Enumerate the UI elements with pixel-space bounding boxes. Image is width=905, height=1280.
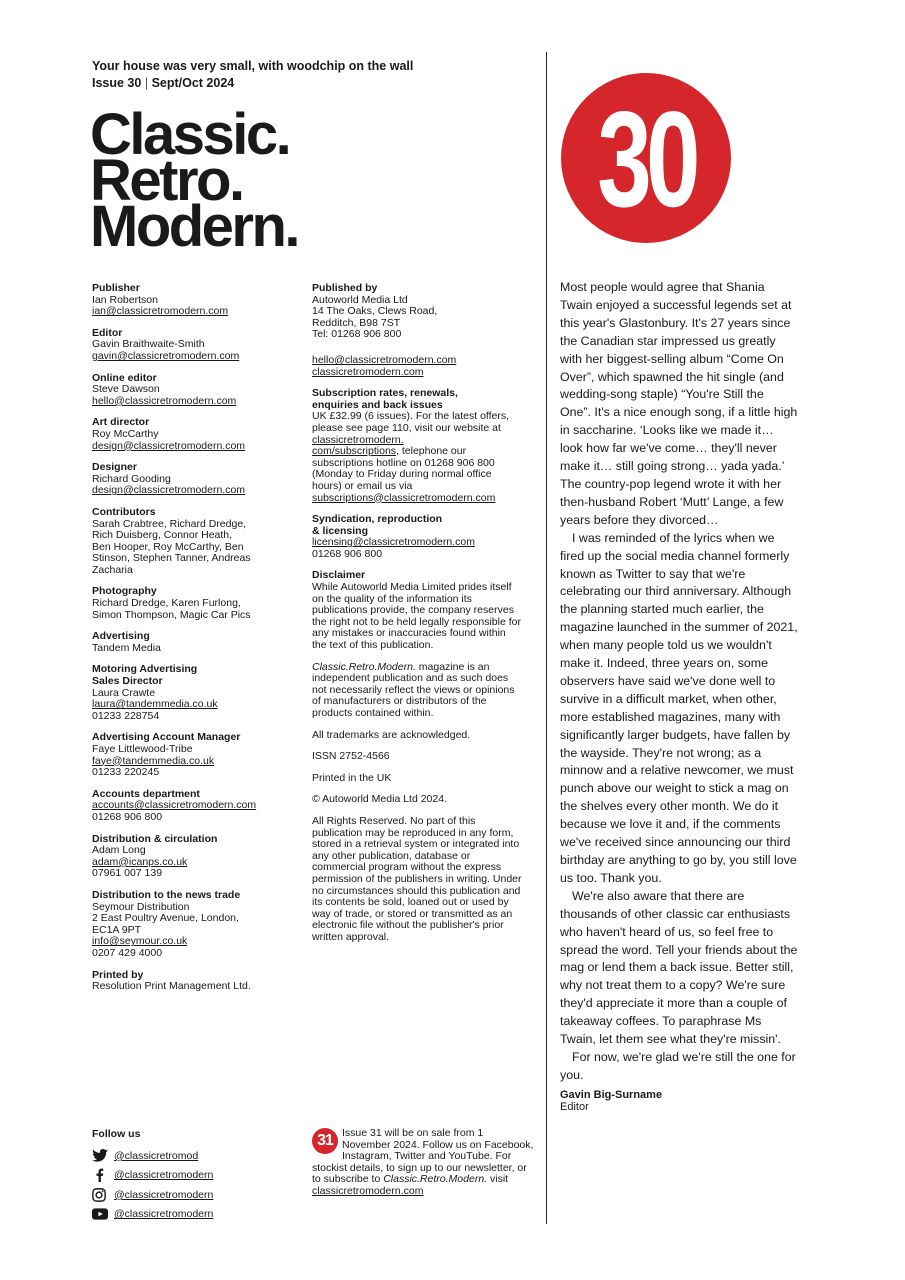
credit-email-link[interactable]: hello@classicretromodern.com: [92, 394, 237, 407]
editorial-paragraph: I was reminded of the lyrics when we fired up the social media channel formerly known as Twitter to say that we're celebrating our third anniversary. Although the planning started much earlier, the magazine launched in the summer of 2021, when many people told us we wouldn't make it. Indeed, three years on, some observers have said we've done well to survive in a difficult market, when other, more established magazines, many with significantly larger budgets, have fallen by the wayside. They're not wrong; as a minnow and a relative newcomer, we must punch above our weight to stick a mag on the shelves every other month. We do it because we love it and, if the comments we've received since announcing our third birthday are anything to go by, you still love us too. Thank you.: [560, 530, 798, 885]
credit-heading: Publisher: [92, 282, 140, 294]
published-by-block: [312, 283, 522, 341]
subscriptions-text-2: , telephone our subscriptions hotline on 01268 906 800 (Monday to Friday during normal office hours) or email us via: [312, 445, 495, 492]
credit-email-link[interactable]: faye@tandemmedia.co.uk: [92, 754, 215, 767]
masthead-line: Modern.: [90, 194, 299, 259]
credit-block: [92, 631, 292, 654]
credit-email-link[interactable]: design@classicretromodern.com: [92, 439, 246, 452]
badge-number: 30: [597, 84, 695, 236]
credit-email-link[interactable]: adam@icanps.co.uk: [92, 855, 188, 868]
issue-line: [92, 75, 532, 92]
next-issue-website-link[interactable]: classicretromodern.com: [312, 1184, 424, 1197]
syndication-heading: Syndication, reproduction & licensing: [312, 513, 443, 537]
subscriptions-page-link[interactable]: classicretromodern. com/subscriptions: [312, 433, 404, 458]
credit-line: Faye Littlewood-Tribe: [92, 743, 193, 755]
credit-block: [92, 507, 292, 577]
follow-us: [92, 1128, 292, 1224]
credit-heading: Printed by: [92, 968, 144, 981]
credit-block: [92, 283, 292, 318]
credit-email-link[interactable]: design@classicretromodern.com: [92, 484, 246, 497]
credit-block: [92, 586, 292, 621]
rights-text: All Rights Reserved. No part of this publication may be reproduced in any form, stored in a retrieval system or integrated into any other publication, database or commercial program without the express permission of the publishers in writing. Under no circumstances should this publication and its contents be sold, loaned out or used by way of trade, or stored or transmitted as an electronic file without the publisher's prior written approval.: [312, 814, 522, 943]
credit-line: Ben Hooper, Roy McCarthy, Ben: [92, 540, 244, 553]
social-facebook[interactable]: [92, 1166, 292, 1186]
next-issue-magazine-title: Classic.Retro.Modern.: [383, 1173, 488, 1186]
credit-line: Zacharia: [92, 563, 133, 576]
syndication-block: [312, 514, 522, 560]
youtube-handle: @classicretromodern: [114, 1208, 214, 1221]
next-issue-text-2: visit: [487, 1173, 509, 1186]
column-divider: [546, 52, 547, 1224]
credit-email-link[interactable]: info@seymour.co.uk: [92, 935, 188, 948]
credit-line: Rich Duisberg, Connor Heath,: [92, 529, 233, 542]
issue-31-badge: 31: [312, 1128, 338, 1154]
credit-heading: Accounts department: [92, 787, 200, 800]
editorial-paragraph: For now, we're glad we're still the one for you.: [560, 1049, 796, 1082]
social-instagram[interactable]: [92, 1185, 292, 1205]
credit-line: Simon Thompson, Magic Car Pics: [92, 608, 251, 621]
subscriptions-block: [312, 388, 522, 504]
credit-heading: Designer: [92, 461, 137, 474]
website-link[interactable]: classicretromodern.com: [312, 365, 424, 378]
published-by-line: Redditch, B98 7ST: [312, 316, 401, 329]
editorial-paragraph: We're also aware that there are thousands of other classic car enthusiasts who haven't heard of us, so feel free to spread the word. Tell your friends about the mag or lend them a back issue. Better still, why not treat them to a copy? We're sure they'd appreciate it more than a couple of takeaway coffees. To paraphrase Ms Twain, let them see what they're missin'.: [560, 888, 798, 1047]
credit-line: Seymour Distribution: [92, 900, 190, 913]
credits-column-right: [312, 283, 522, 954]
credit-line: Sarah Crabtree, Richard Dredge,: [92, 517, 247, 530]
credit-heading: Editor: [92, 326, 123, 339]
subscriptions-text-1: UK £32.99 (6 issues). For the latest offers, please see page 110, visit our website at: [312, 410, 510, 434]
credit-heading: Art director: [92, 416, 150, 429]
syndication-phone: 01268 906 800: [312, 547, 383, 560]
independent-text: magazine is an independent publication and as such does not necessarily reflect the views or opinions of manufacturers or distributors of the products contained within.: [312, 660, 515, 719]
published-by-heading: Published by: [312, 282, 378, 294]
social-youtube[interactable]: [92, 1205, 292, 1225]
credit-phone: 01233 220245: [92, 766, 160, 779]
twitter-icon: [92, 1149, 114, 1163]
credit-email-link[interactable]: gavin@classicretromodern.com: [92, 349, 240, 362]
issn-text: ISSN 2752-4566: [312, 750, 390, 763]
independent-block: [312, 662, 522, 720]
credit-block: [92, 664, 292, 722]
tagline: Your house was very small, with woodchip on the wall: [92, 59, 414, 73]
credits-column-left: [92, 283, 292, 1003]
instagram-icon: [92, 1188, 114, 1202]
credit-line: Richard Dredge, Karen Furlong,: [92, 597, 241, 610]
credit-heading: Distribution & circulation: [92, 832, 218, 845]
credit-block: [92, 834, 292, 880]
facebook-handle: @classicretromodern: [114, 1169, 214, 1182]
credit-line: Tandem Media: [92, 641, 161, 654]
credit-line: Richard Gooding: [92, 472, 171, 485]
credit-line: Adam Long: [92, 844, 146, 857]
credit-line: EC1A 9PT: [92, 923, 142, 936]
credit-heading: Motoring Advertising Sales Director: [92, 663, 198, 688]
credit-line: Stinson, Stephen Tanner, Andreas: [92, 552, 251, 565]
hello-email-link[interactable]: hello@classicretromodern.com: [312, 353, 457, 366]
editor-role: Editor: [560, 1100, 589, 1113]
credit-block: [92, 732, 292, 778]
issue-separator: |: [144, 76, 149, 90]
published-by-line: 14 The Oaks, Clews Road,: [312, 305, 438, 318]
credit-heading: Advertising Account Manager: [92, 731, 241, 744]
twitter-handle: @classicretromod: [114, 1149, 199, 1162]
licensing-email-link[interactable]: licensing@classicretromodern.com: [312, 536, 475, 549]
facebook-icon: [92, 1168, 114, 1182]
youtube-icon: [92, 1207, 114, 1221]
credit-heading: Contributors: [92, 505, 156, 518]
copyright-text: © Autoworld Media Ltd 2024.: [312, 793, 447, 806]
editorial-column: [560, 279, 798, 1113]
credit-line: Ian Robertson: [92, 293, 158, 306]
credit-line: Resolution Print Management Ltd.: [92, 980, 251, 993]
credit-block: [92, 970, 292, 993]
credit-block: [92, 417, 292, 452]
credit-email-link[interactable]: laura@tandemmedia.co.uk: [92, 698, 218, 711]
credit-phone: 01268 906 800: [92, 810, 163, 823]
credit-line: Roy McCarthy: [92, 427, 159, 440]
credit-heading: Online editor: [92, 371, 157, 384]
issue-number: Issue 30: [92, 76, 142, 90]
credit-phone: 07961 007 139: [92, 867, 163, 880]
credit-line: Steve Dawson: [92, 383, 160, 396]
issue-30-badge: [561, 61, 731, 255]
subscriptions-text: [312, 411, 522, 504]
masthead-line: Retro.: [90, 148, 243, 213]
credit-email-link[interactable]: accounts@classicretromodern.com: [92, 799, 257, 812]
credit-block: [92, 890, 292, 960]
credit-heading: Advertising: [92, 630, 150, 643]
trademarks-text: All trademarks are acknowledged.: [312, 728, 471, 741]
credit-phone: 0207 429 4000: [92, 946, 163, 959]
published-by-line: Tel: 01268 906 800: [312, 328, 402, 341]
disclaimer-heading: Disclaimer: [312, 569, 366, 582]
credit-line: Laura Crawte: [92, 686, 156, 699]
next-issue-text-1: Issue 31 will be on sale from 1 November 2024. Follow us on Facebook, Instagram, Twitter and YouTube. For stockist details, to sign up to our newsletter, or to subscribe to: [312, 1127, 534, 1186]
social-twitter[interactable]: [92, 1146, 292, 1166]
issue-date: Sept/Oct 2024: [151, 76, 235, 90]
subscriptions-heading: Subscription rates, renewals, enquiries and back issues: [312, 387, 458, 411]
subscriptions-email-link[interactable]: subscriptions@classicretromodern.com: [312, 491, 496, 504]
credit-line: 2 East Poultry Avenue, London,: [92, 912, 239, 925]
next-issue-note: [312, 1128, 534, 1198]
editorial-paragraph: Most people would agree that Shania Twain enjoyed a successful legends set at this year's Glastonbury. It's 27 years since the Canadian star impressed us greatly with her biggest-selling album “Come On Over”, which spawned the hit single (and wedding-song staple) “You're Still the One”. It's a nice enough song, if a little high in saccharine. ‘Looks like we made it… look how far we've come… they'll never make it… still going strong… yada yada.’ The country-pop legend wrote it with her then-husband Robert ‘Mutt’ Lange, a few years before they divorced…: [560, 280, 798, 527]
credit-block: [92, 789, 292, 824]
editor-signature: [560, 1089, 798, 1113]
credit-heading: Photography: [92, 585, 157, 598]
printed-text: Printed in the UK: [312, 771, 392, 784]
instagram-handle: @classicretromodern: [114, 1188, 214, 1201]
contact-links: [312, 355, 522, 378]
disclaimer-text: While Autoworld Media Limited prides itself on the quality of the information its publications provide, the company reserves the right not to be held legally responsible for any mistakes or inaccuracies found within the text of this publication.: [312, 581, 521, 652]
credit-heading: Distribution to the news trade: [92, 888, 241, 901]
editor-name: Gavin Big-Surname: [560, 1088, 663, 1101]
credit-phone: 01233 228754: [92, 709, 160, 722]
credit-email-link[interactable]: ian@classicretromodern.com: [92, 305, 229, 318]
masthead-logo: [90, 102, 299, 259]
credit-block: [92, 328, 292, 363]
follow-us-title: Follow us: [92, 1128, 141, 1140]
masthead-line: Classic.: [90, 102, 290, 167]
published-by-line: Autoworld Media Ltd: [312, 293, 408, 306]
credit-line: Gavin Braithwaite-Smith: [92, 338, 205, 351]
disclaimer-block: [312, 570, 522, 651]
credit-block: [92, 373, 292, 408]
credit-block: [92, 462, 292, 497]
magazine-title: Classic.Retro.Modern.: [312, 660, 416, 673]
page-header: [92, 58, 532, 92]
